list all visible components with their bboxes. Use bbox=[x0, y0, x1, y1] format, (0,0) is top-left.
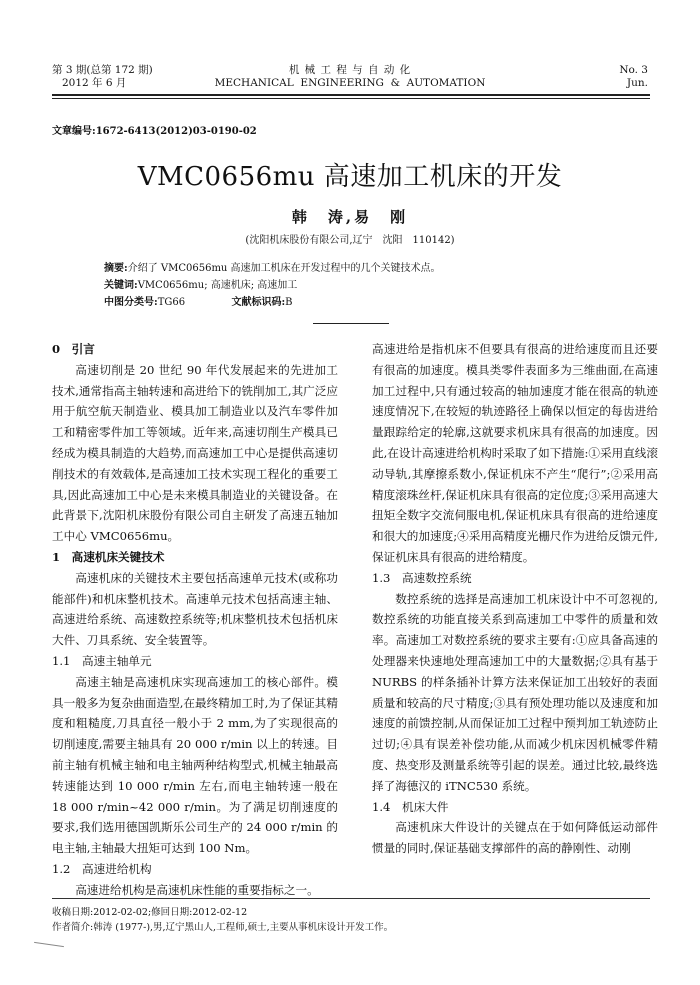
clc-label: 中图分类号: bbox=[104, 297, 158, 308]
affiliation: (沈阳机床股份有限公司,辽宁 沈阳 110142) bbox=[245, 235, 455, 246]
journal-name-cn: 机 械 工 程 与 自 动 化 bbox=[288, 64, 412, 76]
received-date: 收稿日期:2012-02-02;修回日期:2012-02-12 bbox=[52, 907, 248, 918]
authors: 韩 涛,易 刚 bbox=[291, 208, 409, 226]
footnote-rule bbox=[52, 898, 650, 899]
article-number: 文章编号:1672-6413(2012)03-0190-02 bbox=[52, 126, 257, 137]
header-rule bbox=[52, 94, 650, 96]
subsection-heading: 1.2 高速进给机构 bbox=[52, 861, 152, 876]
paragraph: 高速机床的关键技术主要包括高速单元技术(或称功能部件)和机床整机技术。高速单元技术包括高速主轴、高速进给系统、高速数控系统等;机床整机技术包括机床大件、刀具系统、安全装置等。 bbox=[52, 570, 338, 648]
abstract-text: 介绍了 VMC0656mu 高速加工机床在开发过程中的几个关键技术点。 bbox=[127, 263, 441, 274]
header-rule-thin bbox=[52, 98, 650, 99]
paragraph: 高速进给机构是高速机床性能的重要指标之一。 bbox=[75, 882, 319, 897]
keywords-text: VMC0656mu; 高速机床; 高速加工 bbox=[137, 280, 298, 291]
issue-no: No. 3 bbox=[619, 64, 648, 76]
paragraph: 高速主轴是高速机床实现高速加工的核心部件。模具一般多为复杂曲面造型,在最终精加工时,为了保证其精度和粗糙度,刀具直径一般小于 2 mm,为了实现很高的切削速度,需要主轴具有 20 000 r/min 以上的转速。目前主轴有机械主轴和电主轴两种结构型式,机械主轴最高转速能达到 10 000 r/min 左右,而电主轴转速一般在 18 000 r/min~42 000 r/min。为了满足切削速度的要求,我们选用德国凯斯乐公司生产的 24 000 r/min 的电主轴,主轴最大扭矩可达到 100 Nm。 bbox=[52, 674, 338, 856]
body-column-right bbox=[372, 339, 658, 859]
paragraph: 数控系统的选择是高速加工机床设计中不可忽视的,数控系统的功能直接关系到高速加工中零件的质量和效率。高速加工对数控系统的要求主要有:①应具备高速的处理器来快速地处理高速加工中的大量数据;②具有基于 NURBS 的样条插补计算方法来保证加工出较好的表面质量和较高的尺寸精度;③具有预处理功能以及速度和加速度的前馈控制,从而保证加工过程中预判加工轨迹防止过切;④具有误差补偿功能,从而减少机床因机械零件精度、热变形及测量系统等引起的误差。通过比较,最终选择了海德汉的 iTNC530 系统。 bbox=[372, 591, 658, 793]
issue-date: 2012 年 6 月 bbox=[62, 77, 127, 89]
section-heading: 1 高速机床关键技术 bbox=[52, 549, 165, 564]
doc-code-label: 文献标识码: bbox=[231, 297, 286, 308]
issue-month: Jun. bbox=[626, 77, 648, 89]
paragraph-continued: 高速进给是指机床不但要具有很高的进给速度而且还要有很高的加速度。模具类零件表面多为三维曲面,在高速加工过程中,只有通过较高的轴加速度才能在很高的轨迹速度情况下,在较短的轨迹路径上确保以恒定的每齿进给量跟踪给定的轮廓,这就要求机床具有很高的加速度。因此,在设计高速进给机构时采取了如下措施:①采用直线滚动导轨,其摩擦系数小,保证机床不产生“爬行”;②采用高精度滚珠丝杆,保证机床具有很高的定位度;③采用高速大扭矩全数字交流伺服电机,保证机床具有很高的进给速度和很大的加速度;④采用高精度光栅尺作为进给反馈元件,保证机床具有很高的进给精度。 bbox=[372, 342, 658, 564]
issue-number: 第 3 期(总第 172 期) bbox=[52, 64, 153, 76]
author-bio: 作者简介:韩涛 (1977-),男,辽宁黑山人,工程师,硕士,主要从事机床设计开发工作。 bbox=[52, 922, 394, 933]
abstract-label: 摘要: bbox=[104, 263, 128, 274]
subsection-heading: 1.4 机床大件 bbox=[372, 799, 449, 814]
classification bbox=[104, 296, 584, 310]
doc-code: B bbox=[285, 297, 293, 308]
journal-name-en: MECHANICAL ENGINEERING & AUTOMATION bbox=[214, 77, 486, 89]
subsection-heading: 1.1 高速主轴单元 bbox=[52, 653, 152, 668]
journal-name bbox=[0, 64, 700, 90]
abstract bbox=[104, 262, 441, 276]
body-column-left bbox=[52, 339, 338, 901]
issue-code bbox=[619, 64, 648, 90]
clc-code: TG66 bbox=[157, 297, 186, 308]
section-divider bbox=[313, 323, 389, 324]
scan-mark bbox=[34, 942, 64, 947]
paper-title: VMC0656mu 高速加工机床的开发 bbox=[137, 162, 563, 192]
keywords bbox=[104, 279, 297, 293]
subsection-heading: 1.3 高速数控系统 bbox=[372, 570, 472, 585]
paragraph: 高速切削是 20 世纪 90 年代发展起来的先进加工技术,通常指高主轴转速和高进给下的铣削加工,其广泛应用于航空航天制造业、模具加工制造业以及汽车零件加工和精密零件加工等领域。近年来,高速切削生产模具已经成为模具制造的大趋势,而高速加工中心是提供高速切削技术的有效载体,是高速加工技术实现工程化的重要工具,因此高速加工中心是未来模具制造业的关键设备。在此背景下,沈阳机床股份有限公司自主研发了高速五轴加工中心 VMC0656mu。 bbox=[52, 362, 338, 544]
keywords-label: 关键词: bbox=[104, 280, 138, 291]
paragraph: 高速机床大件设计的关键点在于如何降低运动部件惯量的同时,保证基础支撑部件的高的静刚性、动刚 bbox=[372, 820, 658, 856]
section-heading: 0 引言 bbox=[52, 342, 95, 356]
